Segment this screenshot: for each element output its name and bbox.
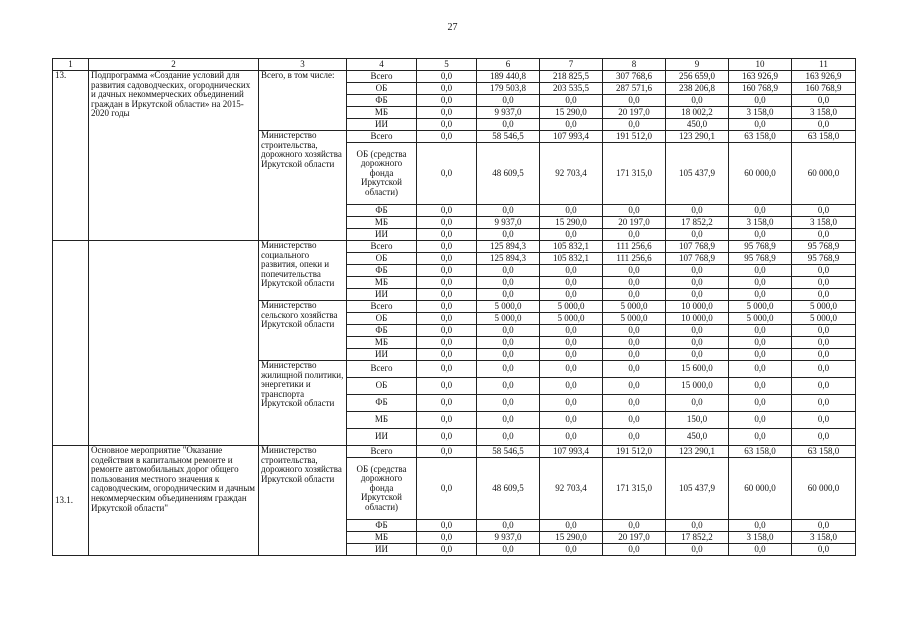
- amount-cell: 0,0: [417, 143, 477, 205]
- amount-cell: 0,0: [477, 544, 540, 556]
- amount-cell: 0,0: [417, 229, 477, 241]
- amount-cell: 0,0: [792, 325, 856, 337]
- amount-cell: 0,0: [729, 325, 792, 337]
- amount-cell: 0,0: [477, 289, 540, 301]
- column-header: 7: [540, 59, 603, 71]
- amount-cell: 0,0: [603, 349, 666, 361]
- amount-cell: 0,0: [729, 205, 792, 217]
- amount-cell: 0,0: [417, 378, 477, 395]
- amount-cell: 0,0: [792, 544, 856, 556]
- column-header: 3: [259, 59, 347, 71]
- amount-cell: 0,0: [477, 95, 540, 107]
- amount-cell: 0,0: [540, 325, 603, 337]
- amount-cell: 0,0: [792, 361, 856, 378]
- funding-source: ИИ: [347, 289, 417, 301]
- amount-cell: 0,0: [666, 544, 729, 556]
- funding-source: Всего: [347, 446, 417, 458]
- amount-cell: 0,0: [729, 544, 792, 556]
- column-header: 9: [666, 59, 729, 71]
- amount-cell: 63 158,0: [729, 131, 792, 143]
- funding-source: Всего: [347, 71, 417, 83]
- amount-cell: 0,0: [477, 205, 540, 217]
- amount-cell: 15 600,0: [666, 361, 729, 378]
- amount-cell: 0,0: [729, 337, 792, 349]
- amount-cell: 0,0: [729, 229, 792, 241]
- executor-name: Министерство жилищной политики, энергетики и транспорта Иркутской области: [259, 361, 347, 446]
- amount-cell: 0,0: [417, 313, 477, 325]
- amount-cell: 171 315,0: [603, 143, 666, 205]
- column-header: 11: [792, 59, 856, 71]
- amount-cell: 3 158,0: [792, 532, 856, 544]
- amount-cell: 0,0: [603, 265, 666, 277]
- funding-source: ОБ (средства дорожного фонда Иркутской области): [347, 458, 417, 520]
- amount-cell: 203 535,5: [540, 83, 603, 95]
- page-number: 27: [447, 22, 458, 33]
- amount-cell: 105 437,9: [666, 143, 729, 205]
- amount-cell: 0,0: [729, 429, 792, 446]
- amount-cell: 20 197,0: [603, 532, 666, 544]
- amount-cell: 0,0: [603, 229, 666, 241]
- amount-cell: 0,0: [417, 277, 477, 289]
- amount-cell: 0,0: [729, 277, 792, 289]
- amount-cell: 0,0: [666, 520, 729, 532]
- column-header: 1: [53, 59, 89, 71]
- amount-cell: 0,0: [792, 520, 856, 532]
- amount-cell: 0,0: [666, 395, 729, 412]
- funding-source: ФБ: [347, 265, 417, 277]
- amount-cell: 150,0: [666, 412, 729, 429]
- amount-cell: 63 158,0: [792, 446, 856, 458]
- amount-cell: 111 256,6: [603, 241, 666, 253]
- amount-cell: 0,0: [729, 412, 792, 429]
- amount-cell: 0,0: [792, 277, 856, 289]
- amount-cell: 0,0: [417, 107, 477, 119]
- amount-cell: 0,0: [603, 429, 666, 446]
- amount-cell: 0,0: [540, 229, 603, 241]
- amount-cell: 15 000,0: [666, 378, 729, 395]
- amount-cell: 0,0: [417, 253, 477, 265]
- amount-cell: 0,0: [417, 412, 477, 429]
- amount-cell: 0,0: [792, 337, 856, 349]
- amount-cell: 10 000,0: [666, 301, 729, 313]
- amount-cell: 0,0: [540, 205, 603, 217]
- amount-cell: 0,0: [417, 95, 477, 107]
- amount-cell: 0,0: [603, 395, 666, 412]
- amount-cell: 0,0: [666, 325, 729, 337]
- funding-source: ОБ (средства дорожного фонда Иркутской области): [347, 143, 417, 205]
- amount-cell: 0,0: [729, 95, 792, 107]
- amount-cell: 5 000,0: [477, 301, 540, 313]
- amount-cell: 0,0: [417, 217, 477, 229]
- funding-source: ФБ: [347, 205, 417, 217]
- funding-source: МБ: [347, 217, 417, 229]
- amount-cell: 0,0: [477, 229, 540, 241]
- amount-cell: 0,0: [417, 544, 477, 556]
- amount-cell: 191 512,0: [603, 131, 666, 143]
- amount-cell: 0,0: [792, 95, 856, 107]
- amount-cell: 0,0: [792, 265, 856, 277]
- amount-cell: 0,0: [603, 337, 666, 349]
- funding-source: Всего: [347, 361, 417, 378]
- funding-source: ОБ: [347, 253, 417, 265]
- amount-cell: 0,0: [540, 95, 603, 107]
- amount-cell: 0,0: [417, 241, 477, 253]
- amount-cell: 111 256,6: [603, 253, 666, 265]
- amount-cell: 171 315,0: [603, 458, 666, 520]
- amount-cell: 0,0: [477, 337, 540, 349]
- column-header: 8: [603, 59, 666, 71]
- amount-cell: 0,0: [540, 429, 603, 446]
- amount-cell: 63 158,0: [792, 131, 856, 143]
- funding-source: ОБ: [347, 378, 417, 395]
- amount-cell: 0,0: [666, 95, 729, 107]
- amount-cell: 15 290,0: [540, 217, 603, 229]
- amount-cell: 5 000,0: [792, 313, 856, 325]
- amount-cell: 0,0: [477, 395, 540, 412]
- funding-source: ИИ: [347, 229, 417, 241]
- funding-source: ИИ: [347, 544, 417, 556]
- amount-cell: 0,0: [540, 289, 603, 301]
- amount-cell: 0,0: [792, 205, 856, 217]
- amount-cell: 3 158,0: [729, 107, 792, 119]
- amount-cell: 0,0: [540, 277, 603, 289]
- table-row: [53, 71, 856, 83]
- amount-cell: 0,0: [540, 378, 603, 395]
- amount-cell: 0,0: [792, 429, 856, 446]
- amount-cell: 0,0: [417, 119, 477, 131]
- amount-cell: 5 000,0: [477, 313, 540, 325]
- amount-cell: 0,0: [603, 119, 666, 131]
- funding-source: ФБ: [347, 520, 417, 532]
- funding-source: Всего: [347, 131, 417, 143]
- amount-cell: 17 852,2: [666, 532, 729, 544]
- row-code: [53, 241, 89, 446]
- amount-cell: 0,0: [666, 349, 729, 361]
- amount-cell: 0,0: [603, 378, 666, 395]
- amount-cell: 163 926,9: [729, 71, 792, 83]
- amount-cell: 0,0: [729, 119, 792, 131]
- funding-source: ИИ: [347, 349, 417, 361]
- amount-cell: 60 000,0: [792, 143, 856, 205]
- amount-cell: 0,0: [417, 205, 477, 217]
- amount-cell: 256 659,0: [666, 71, 729, 83]
- column-header: 4: [347, 59, 417, 71]
- row-code: 13.: [53, 71, 89, 241]
- amount-cell: 95 768,9: [729, 241, 792, 253]
- amount-cell: 0,0: [729, 265, 792, 277]
- amount-cell: 3 158,0: [729, 532, 792, 544]
- amount-cell: 0,0: [540, 361, 603, 378]
- amount-cell: 0,0: [477, 349, 540, 361]
- amount-cell: 450,0: [666, 119, 729, 131]
- amount-cell: 95 768,9: [729, 253, 792, 265]
- funding-source: Всего: [347, 241, 417, 253]
- amount-cell: 0,0: [540, 119, 603, 131]
- amount-cell: 0,0: [417, 131, 477, 143]
- funding-source: ФБ: [347, 325, 417, 337]
- amount-cell: 3 158,0: [792, 217, 856, 229]
- amount-cell: 3 158,0: [729, 217, 792, 229]
- amount-cell: 58 546,5: [477, 131, 540, 143]
- amount-cell: 15 290,0: [540, 107, 603, 119]
- amount-cell: 63 158,0: [729, 446, 792, 458]
- amount-cell: 95 768,9: [792, 253, 856, 265]
- funding-source: МБ: [347, 412, 417, 429]
- column-header: 5: [417, 59, 477, 71]
- amount-cell: 0,0: [540, 544, 603, 556]
- amount-cell: 0,0: [417, 458, 477, 520]
- amount-cell: 189 440,8: [477, 71, 540, 83]
- amount-cell: 20 197,0: [603, 107, 666, 119]
- funding-source: МБ: [347, 532, 417, 544]
- amount-cell: 160 768,9: [792, 83, 856, 95]
- amount-cell: 58 546,5: [477, 446, 540, 458]
- amount-cell: 92 703,4: [540, 458, 603, 520]
- amount-cell: 163 926,9: [792, 71, 856, 83]
- executor-name: Всего, в том числе:: [259, 71, 347, 131]
- amount-cell: 0,0: [792, 378, 856, 395]
- amount-cell: 0,0: [417, 337, 477, 349]
- amount-cell: 0,0: [729, 520, 792, 532]
- funding-source: ОБ: [347, 313, 417, 325]
- funding-source: МБ: [347, 277, 417, 289]
- amount-cell: 17 852,2: [666, 217, 729, 229]
- amount-cell: 0,0: [477, 361, 540, 378]
- amount-cell: 0,0: [417, 429, 477, 446]
- amount-cell: 287 571,6: [603, 83, 666, 95]
- amount-cell: 5 000,0: [603, 301, 666, 313]
- budget-table: [52, 58, 856, 556]
- amount-cell: 60 000,0: [792, 458, 856, 520]
- executor-name: Министерство социального развития, опеки и попечительства Иркутской области: [259, 241, 347, 301]
- amount-cell: 0,0: [729, 289, 792, 301]
- amount-cell: 0,0: [477, 325, 540, 337]
- amount-cell: 5 000,0: [729, 301, 792, 313]
- amount-cell: 48 609,5: [477, 458, 540, 520]
- amount-cell: 0,0: [417, 83, 477, 95]
- amount-cell: 0,0: [666, 277, 729, 289]
- amount-cell: 48 609,5: [477, 143, 540, 205]
- amount-cell: 0,0: [417, 301, 477, 313]
- amount-cell: 0,0: [417, 446, 477, 458]
- executor-name: Министерство сельского хозяйства Иркутской области: [259, 301, 347, 361]
- executor-name: Министерство строительства, дорожного хозяйства Иркутской области: [259, 131, 347, 241]
- amount-cell: 0,0: [417, 289, 477, 301]
- amount-cell: 0,0: [729, 378, 792, 395]
- amount-cell: 218 825,5: [540, 71, 603, 83]
- amount-cell: 0,0: [792, 395, 856, 412]
- amount-cell: 0,0: [540, 412, 603, 429]
- amount-cell: 107 768,9: [666, 253, 729, 265]
- program-name: Подпрограмма «Создание условий для развития садоводческих, огороднических и дачных некоммерческих объединений граждан в Иркутской области» на 2015-2020 годы: [89, 71, 259, 241]
- amount-cell: 0,0: [792, 349, 856, 361]
- funding-source: ФБ: [347, 95, 417, 107]
- amount-cell: 92 703,4: [540, 143, 603, 205]
- amount-cell: 0,0: [417, 520, 477, 532]
- amount-cell: 0,0: [477, 265, 540, 277]
- amount-cell: 0,0: [792, 289, 856, 301]
- amount-cell: 0,0: [666, 289, 729, 301]
- amount-cell: 9 937,0: [477, 532, 540, 544]
- amount-cell: 105 437,9: [666, 458, 729, 520]
- amount-cell: 0,0: [603, 95, 666, 107]
- amount-cell: 0,0: [603, 544, 666, 556]
- amount-cell: 0,0: [477, 429, 540, 446]
- amount-cell: 0,0: [603, 361, 666, 378]
- amount-cell: 60 000,0: [729, 143, 792, 205]
- header-row: [53, 59, 856, 71]
- amount-cell: 95 768,9: [792, 241, 856, 253]
- amount-cell: 123 290,1: [666, 131, 729, 143]
- amount-cell: 0,0: [666, 337, 729, 349]
- amount-cell: 60 000,0: [729, 458, 792, 520]
- amount-cell: 0,0: [603, 325, 666, 337]
- amount-cell: 0,0: [603, 412, 666, 429]
- amount-cell: 0,0: [540, 395, 603, 412]
- amount-cell: 123 290,1: [666, 446, 729, 458]
- amount-cell: 0,0: [792, 229, 856, 241]
- amount-cell: 0,0: [417, 265, 477, 277]
- amount-cell: 0,0: [603, 205, 666, 217]
- amount-cell: 0,0: [666, 265, 729, 277]
- amount-cell: 0,0: [417, 395, 477, 412]
- funding-source: МБ: [347, 337, 417, 349]
- amount-cell: 0,0: [729, 349, 792, 361]
- column-header: 6: [477, 59, 540, 71]
- amount-cell: 5 000,0: [603, 313, 666, 325]
- amount-cell: 450,0: [666, 429, 729, 446]
- amount-cell: 107 768,9: [666, 241, 729, 253]
- row-code: 13.1.: [53, 446, 89, 556]
- table-row: [53, 446, 856, 458]
- amount-cell: 0,0: [477, 378, 540, 395]
- amount-cell: 9 937,0: [477, 217, 540, 229]
- amount-cell: 125 894,3: [477, 241, 540, 253]
- amount-cell: 0,0: [603, 520, 666, 532]
- column-header: 10: [729, 59, 792, 71]
- funding-source: ИИ: [347, 429, 417, 446]
- amount-cell: 0,0: [540, 337, 603, 349]
- program-name: Основное мероприятие "Оказание содействия в капитальном ремонте и ремонте автомобильных дорог общего пользования местного значения к садоводческим, огородническим и дачным некоммерческим объединениям граждан Иркутской области": [89, 446, 259, 556]
- amount-cell: 107 993,4: [540, 446, 603, 458]
- amount-cell: 5 000,0: [792, 301, 856, 313]
- amount-cell: 0,0: [540, 520, 603, 532]
- amount-cell: 5 000,0: [540, 313, 603, 325]
- amount-cell: 107 993,4: [540, 131, 603, 143]
- amount-cell: 0,0: [540, 265, 603, 277]
- amount-cell: 0,0: [603, 289, 666, 301]
- amount-cell: 179 503,8: [477, 83, 540, 95]
- amount-cell: 160 768,9: [729, 83, 792, 95]
- amount-cell: 0,0: [666, 229, 729, 241]
- amount-cell: 0,0: [603, 277, 666, 289]
- amount-cell: 20 197,0: [603, 217, 666, 229]
- amount-cell: 307 768,6: [603, 71, 666, 83]
- funding-source: МБ: [347, 107, 417, 119]
- table-row: [53, 241, 856, 253]
- amount-cell: 105 832,1: [540, 241, 603, 253]
- amount-cell: 0,0: [417, 532, 477, 544]
- program-name: [89, 241, 259, 446]
- amount-cell: 0,0: [792, 412, 856, 429]
- amount-cell: 0,0: [417, 325, 477, 337]
- table-body: [53, 59, 856, 556]
- amount-cell: 9 937,0: [477, 107, 540, 119]
- amount-cell: 3 158,0: [792, 107, 856, 119]
- amount-cell: 0,0: [417, 361, 477, 378]
- funding-source: Всего: [347, 301, 417, 313]
- amount-cell: 0,0: [477, 277, 540, 289]
- funding-source: ИИ: [347, 119, 417, 131]
- column-header: 2: [89, 59, 259, 71]
- amount-cell: 0,0: [792, 119, 856, 131]
- funding-source: ОБ: [347, 83, 417, 95]
- amount-cell: 0,0: [417, 71, 477, 83]
- amount-cell: 0,0: [477, 412, 540, 429]
- amount-cell: 0,0: [477, 119, 540, 131]
- amount-cell: 0,0: [477, 520, 540, 532]
- amount-cell: 0,0: [729, 395, 792, 412]
- amount-cell: 238 206,8: [666, 83, 729, 95]
- amount-cell: 191 512,0: [603, 446, 666, 458]
- amount-cell: 15 290,0: [540, 532, 603, 544]
- funding-source: ФБ: [347, 395, 417, 412]
- amount-cell: 5 000,0: [729, 313, 792, 325]
- amount-cell: 10 000,0: [666, 313, 729, 325]
- executor-name: Министерство строительства, дорожного хозяйства Иркутской области: [259, 446, 347, 556]
- amount-cell: 105 832,1: [540, 253, 603, 265]
- amount-cell: 18 002,2: [666, 107, 729, 119]
- amount-cell: 0,0: [417, 349, 477, 361]
- amount-cell: 0,0: [540, 349, 603, 361]
- amount-cell: 0,0: [666, 205, 729, 217]
- amount-cell: 0,0: [729, 361, 792, 378]
- amount-cell: 5 000,0: [540, 301, 603, 313]
- amount-cell: 125 894,3: [477, 253, 540, 265]
